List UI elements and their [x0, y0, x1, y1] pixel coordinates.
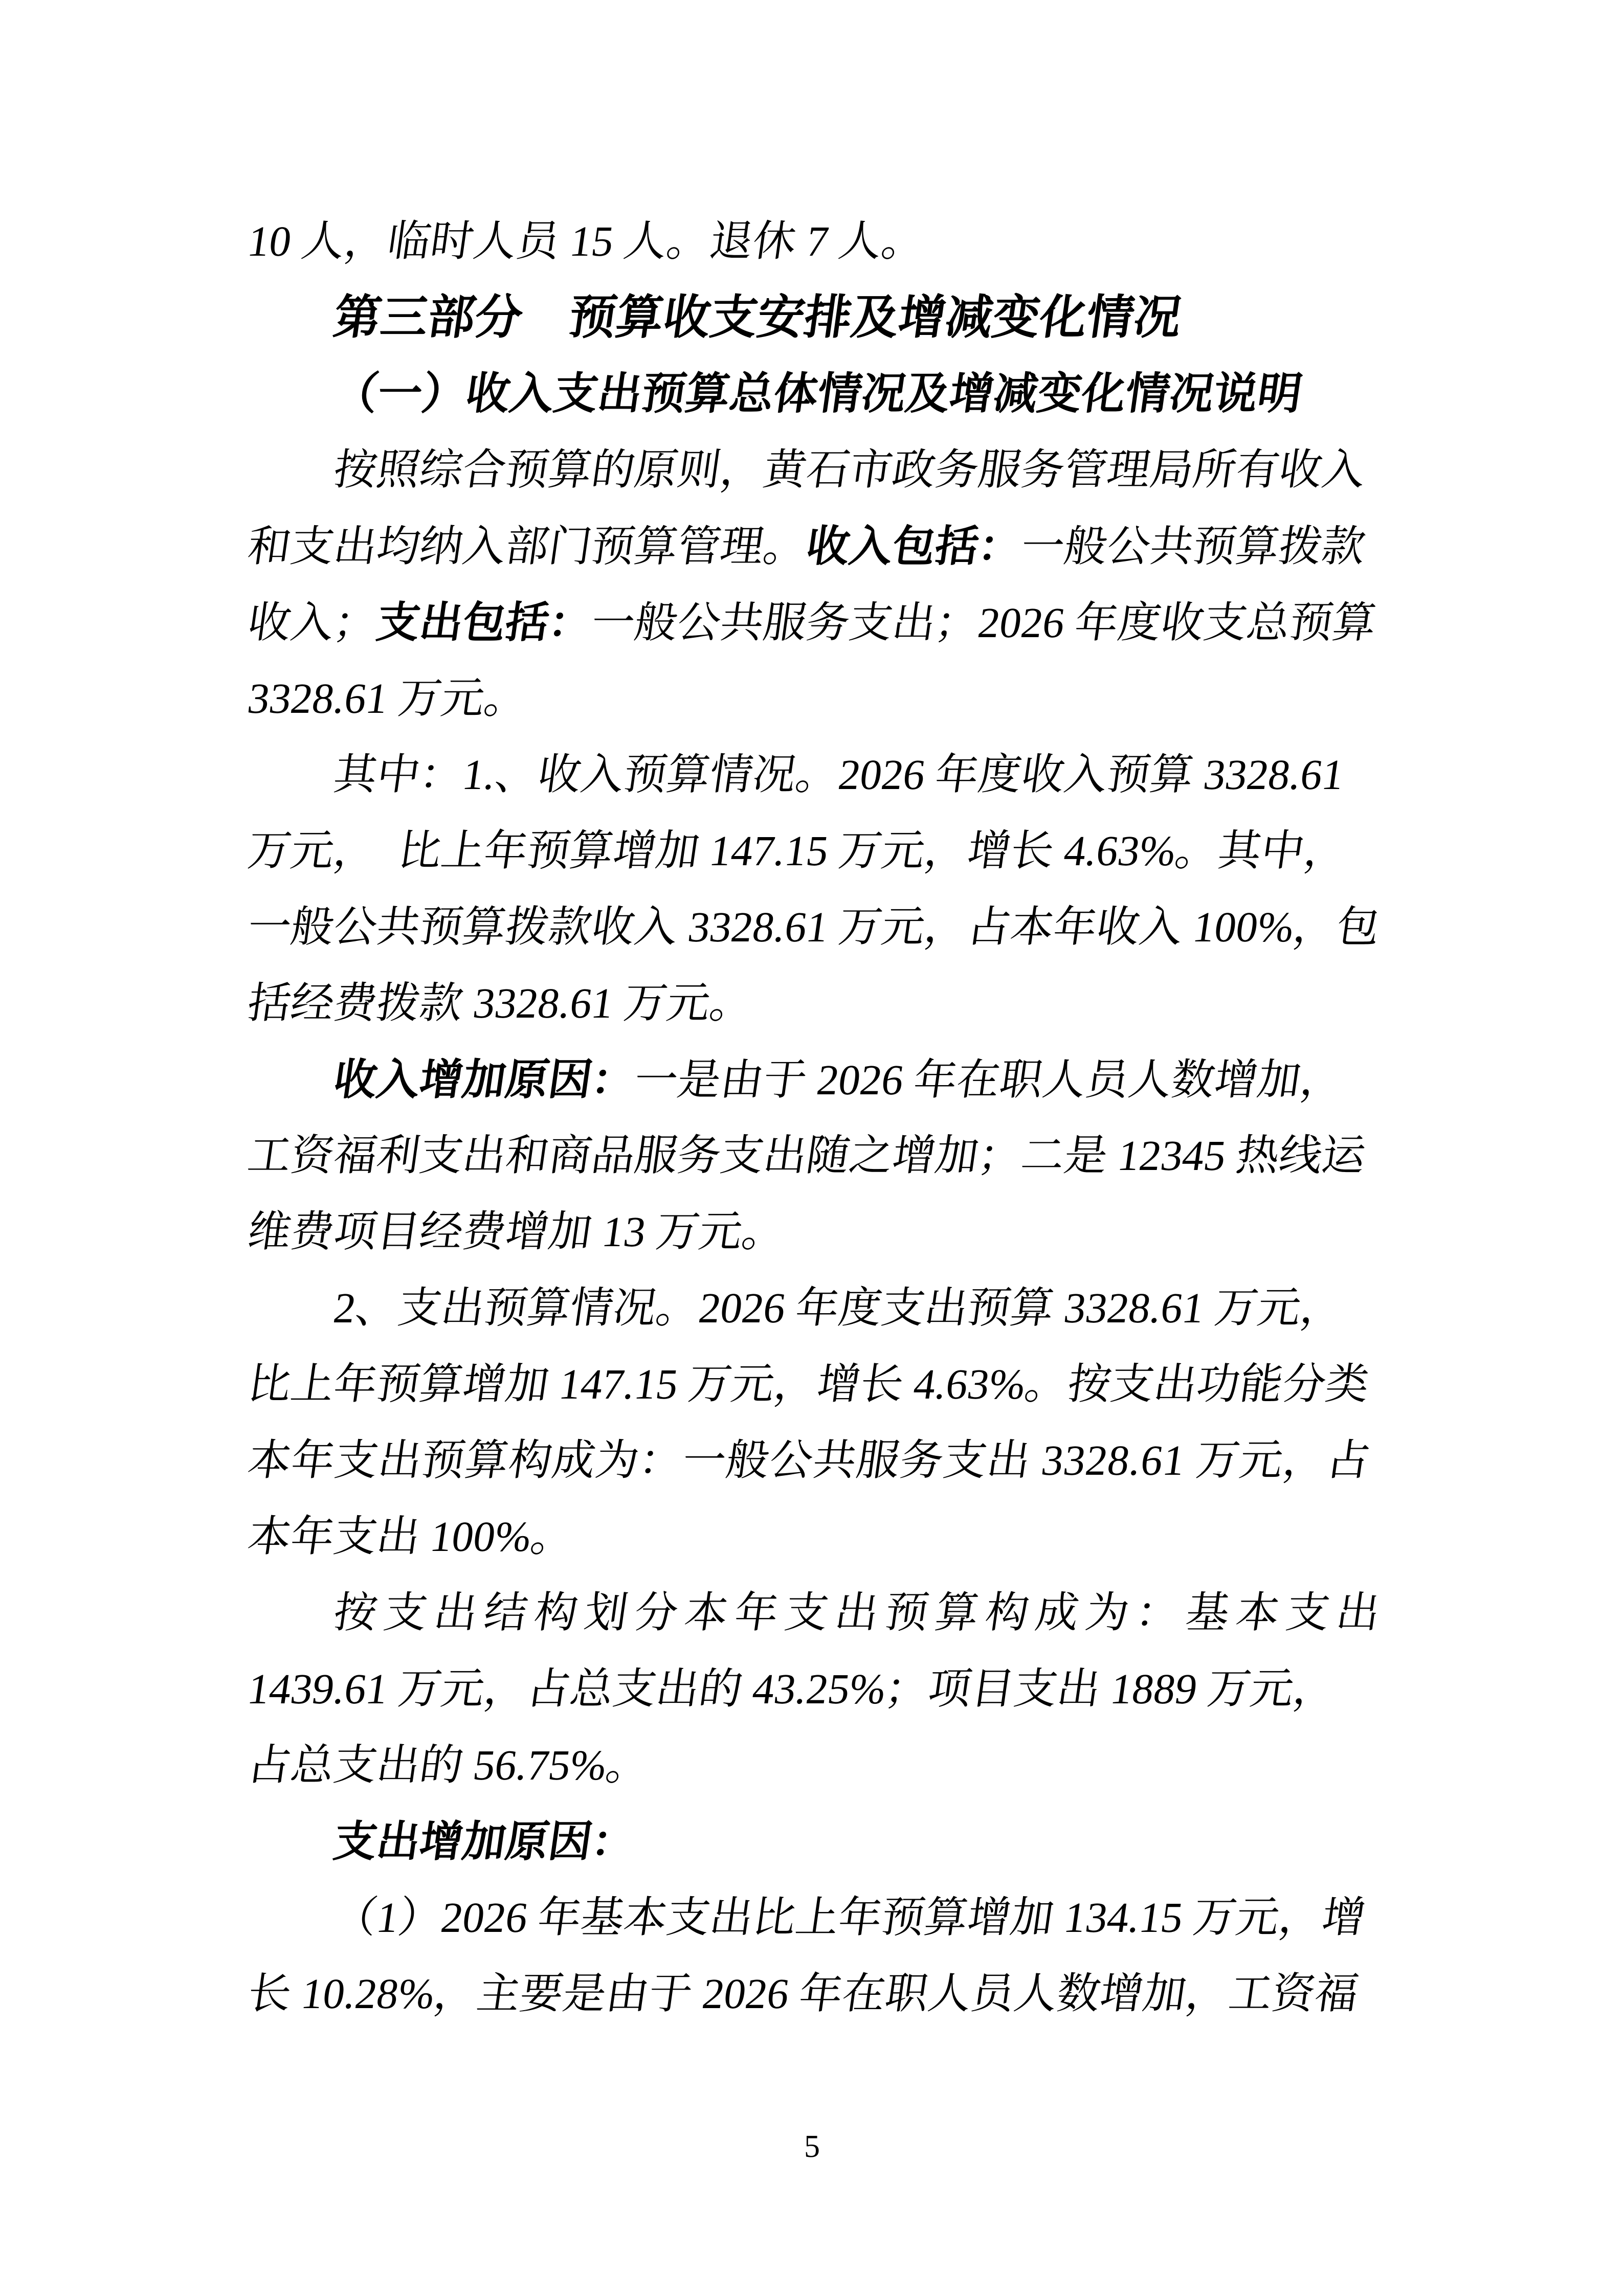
body-line-16: [243, 1346, 1390, 1423]
body-text: 长 10.28%，主要是由于 2026 年在职人员人数增加，工资福: [244, 1970, 1362, 2018]
income-increase-reason-label: 收入增加原因：: [330, 1055, 638, 1104]
body-line-8: [243, 737, 1390, 813]
body-line-17: [243, 1423, 1390, 1499]
body-text: 1439.61 万元，占总支出的 43.25%；项目支出 1889 万元，: [244, 1665, 1340, 1713]
body-line-4: [243, 432, 1390, 508]
body-line-1: [243, 204, 1390, 280]
body-text: （1）2026 年基本支出比上年预算增加 134.15 万元，增: [330, 1894, 1369, 1942]
body-text: 一般公共预算拨款: [1018, 523, 1369, 571]
body-line-7: [243, 661, 1390, 737]
page-number: 5: [804, 2129, 820, 2164]
part-heading: [243, 280, 1390, 356]
expenditure-increase-reason-heading: [243, 1804, 1390, 1880]
part-heading-text: 第三部分 预算收支安排及增减变化情况: [330, 291, 1185, 344]
body-text: 10 人，临时人员 15 人。退休 7 人。: [244, 218, 928, 265]
expenditure-includes-label: 支出包括：: [373, 598, 595, 646]
body-line-6: [243, 584, 1390, 661]
document-body: [244, 204, 1390, 2032]
subsection-heading: [243, 356, 1390, 432]
income-includes-label: 收入包括：: [803, 522, 1025, 570]
body-line-14: [243, 1194, 1390, 1270]
expenditure-increase-reason-label: 支出增加原因：: [330, 1817, 638, 1865]
body-text: 2、支出预算情况。2026 年度支出预算 3328.61 万元，: [330, 1285, 1347, 1332]
body-text: 万元， 比上年预算增加 147.15 万元，增长 4.63%。其中，: [244, 827, 1351, 875]
body-line-15: [243, 1270, 1390, 1346]
body-line-18: [243, 1499, 1390, 1575]
body-line-5: [243, 508, 1390, 584]
body-text: 占总支出的 56.75%。: [244, 1742, 653, 1789]
body-line-11: [243, 965, 1390, 1042]
body-text: 工资福利支出和商品服务支出随之增加；二是 12345 热线运: [244, 1132, 1369, 1180]
body-text: 按支出结构划分本年支出预算构成为：基本支出: [330, 1589, 1390, 1637]
body-line-19: [243, 1575, 1390, 1651]
body-text: 本年支出预算构成为：一般公共服务支出 3328.61 万元，占: [244, 1437, 1374, 1484]
body-line-9: [243, 813, 1390, 889]
subsection-heading-text: （一）收入支出预算总体情况及增减变化情况说明: [330, 369, 1305, 418]
body-text: 收入；: [244, 599, 381, 647]
body-line-13: [243, 1118, 1390, 1194]
body-text: 一般公共预算拨款收入 3328.61 万元，占本年收入 100%，包: [244, 904, 1383, 951]
body-line-12: [243, 1042, 1390, 1118]
body-text: 3328.61 万元。: [244, 675, 531, 723]
body-text: 维费项目经费增加 13 万元。: [244, 1208, 789, 1256]
body-line-23: [243, 1880, 1390, 1956]
body-text: 一般公共服务支出；2026 年度收支总预算: [588, 599, 1380, 647]
body-text: 比上年预算增加 147.15 万元，增长 4.63%。按支出功能分类: [244, 1361, 1372, 1408]
body-line-20: [243, 1651, 1390, 1727]
body-text: 括经费拨款 3328.61 万元。: [244, 980, 757, 1027]
body-text: 一是由于 2026 年在职人员人数增加，: [631, 1056, 1347, 1104]
body-text: 按照综合预算的原则，黄石市政务服务管理局所有收入: [330, 446, 1369, 494]
body-line-21: [243, 1727, 1390, 1804]
body-line-24: [243, 1956, 1390, 2032]
body-text: 本年支出 100%。: [244, 1513, 577, 1561]
body-text: 其中：1.、收入预算情况。2026 年度收入预算 3328.61: [330, 751, 1347, 799]
body-line-10: [243, 889, 1390, 965]
body-text: 和支出均纳入部门预算管理。: [244, 523, 810, 571]
